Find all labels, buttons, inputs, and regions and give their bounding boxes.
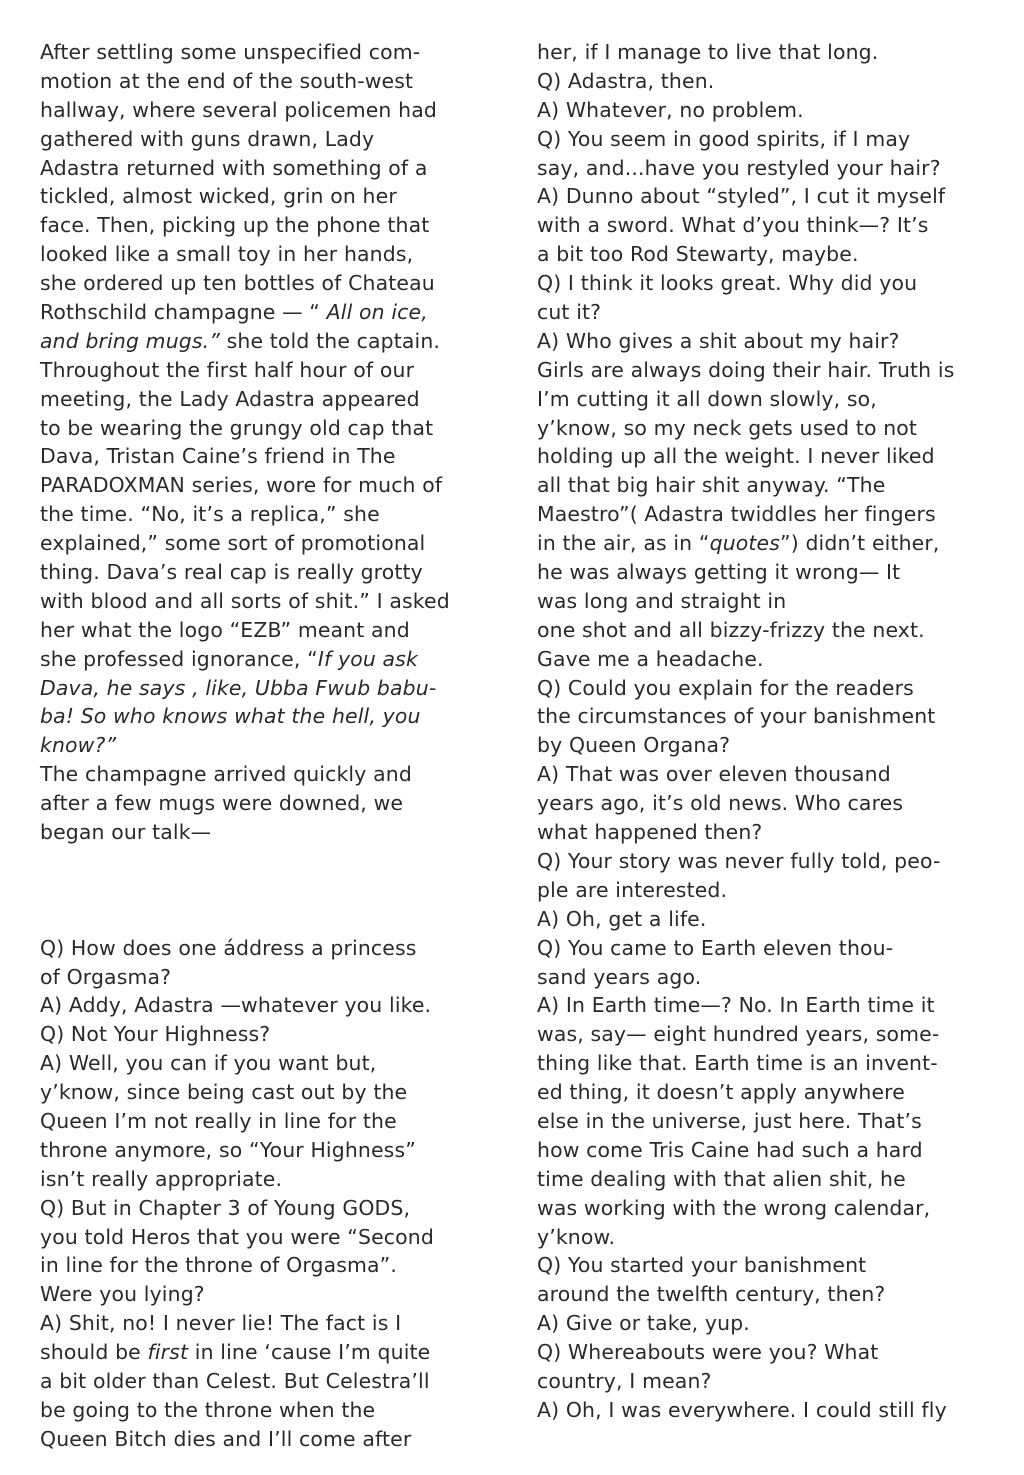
left-column	[40, 38, 518, 1454]
qa-line: A) Whatever, no problem.	[537, 97, 804, 122]
qa-line: throne anymore, so “Your Highness”	[40, 1137, 416, 1162]
qa-line: y’know.	[537, 1224, 616, 1249]
qa-line: Q) You started your banishment	[537, 1253, 867, 1278]
qa-line: Q) Could you explain for the readers	[537, 675, 914, 700]
qa-line: cut it?	[537, 300, 602, 325]
text-line: Throughout the first half hour of our	[40, 357, 415, 382]
text-line	[40, 731, 518, 760]
qa-line: Were you lying?	[40, 1282, 205, 1307]
qa-line: y’know, since being cast out by the	[40, 1080, 408, 1105]
qa-line: Q) But in Chapter 3 of Young GODS,	[40, 1195, 411, 1220]
qa-line: ple are interested.	[537, 877, 728, 902]
text-line: she ordered up ten bottles of Chateau	[40, 271, 435, 296]
qa-line: isn’t really appropriate.	[40, 1166, 283, 1191]
qa-line: in line for the throne of Orgasma”.	[40, 1253, 398, 1278]
qa-line: A) Well, you can if you want but,	[40, 1051, 377, 1076]
text-line	[40, 298, 518, 327]
qa-line: Q) Whereabouts were you? What	[537, 1340, 879, 1365]
qa-line: y’know, so my neck gets used to not	[537, 415, 918, 440]
text-line: hallway, where several policemen had	[40, 97, 437, 122]
text-line: her what the logo “EZB” meant and	[40, 617, 410, 642]
text-line: with blood and all sorts of shit.” I asked	[40, 588, 450, 613]
italic-emphasis: first	[147, 1340, 189, 1365]
qa-line: how come Tris Caine had such a hard	[537, 1137, 923, 1162]
qa-line: of Orgasma?	[40, 964, 172, 989]
italic-quote: If you ask	[317, 646, 418, 671]
text-line	[40, 674, 518, 703]
qa-line: around the twelfth century, then?	[537, 1282, 886, 1307]
qa-line: A) Dunno about “styled”, I cut it myself	[537, 184, 946, 209]
text-segment: ”) didn’t either,	[780, 531, 940, 556]
italic-quote: ba! So who knows what the hell, you	[40, 704, 421, 729]
qa-line: the circumstances of your banishment	[537, 704, 936, 729]
qa-line: Q) Not Your Highness?	[40, 1022, 271, 1047]
qa-line: A) Who gives a shit about my hair?	[537, 328, 900, 353]
qa-line	[40, 1338, 518, 1367]
qa-line: you told Heros that you were “Second	[40, 1224, 434, 1249]
qa-line: Girls are always doing their hair. Truth is	[537, 357, 955, 382]
text-segment: Rothschild champagne — “	[40, 300, 327, 325]
text-line: to be wearing the grungy old cap that	[40, 415, 434, 440]
text-line: The champagne arrived quickly and	[40, 762, 412, 787]
qa-line: A) In Earth time—? No. In Earth time it	[537, 993, 935, 1018]
intro-paragraph	[40, 38, 518, 847]
qa-line: holding up all the weight. I never liked	[537, 444, 935, 469]
text-line: motion at the end of the south-west	[40, 68, 414, 93]
qa-line: a bit too Rod Stewarty, maybe.	[537, 242, 859, 267]
text-line: thing. Dava’s real cap is really grotty	[40, 560, 423, 585]
qa-line: Queen I’m not really in line for the	[40, 1108, 397, 1133]
text-line: After settling some unspecified com-	[40, 40, 421, 64]
qa-line: Q) You came to Earth eleven thou-	[537, 935, 894, 960]
qa-line: A) That was over eleven thousand	[537, 762, 891, 787]
qa-line: be going to the throne when the	[40, 1397, 376, 1422]
text-line: face. Then, picking up the phone that	[40, 213, 430, 238]
qa-line: say, and...have you restyled your hair?	[537, 155, 941, 180]
text-line: tickled, almost wicked, grin on her	[40, 184, 397, 209]
qa-line: Q) I think it looks great. Why did you	[537, 271, 918, 296]
text-line: explained,” some sort of promotional	[40, 531, 426, 556]
qa-line: Gave me a headache.	[537, 646, 764, 671]
text-segment: she told the captain.	[219, 328, 441, 353]
text-segment: should be	[40, 1340, 148, 1365]
text-line: the time. “No, it’s a replica,” she	[40, 502, 380, 527]
qa-line: A) Oh, get a life.	[537, 906, 707, 931]
text-segment: she professed ignorance, “	[40, 646, 318, 671]
qa-line: one shot and all bizzy-frizzy the next.	[537, 617, 925, 642]
text-segment: in the air, as in “	[537, 531, 710, 556]
qa-line: her, if I manage to live that long.	[537, 40, 879, 64]
qa-line: ed thing, it doesn’t apply anywhere	[537, 1080, 905, 1105]
text-line: meeting, the Lady Adastra appeared	[40, 386, 420, 411]
text-line	[40, 702, 518, 731]
interview-qa	[40, 934, 518, 1454]
text-line: gathered with guns drawn, Lady	[40, 126, 375, 151]
qa-line: I’m cutting it all down slowly, so,	[537, 386, 877, 411]
qa-line: what happened then?	[537, 820, 763, 845]
qa-line: Maestro”( Adastra twiddles her fingers	[537, 502, 936, 527]
qa-line: was working with the wrong calendar,	[537, 1195, 931, 1220]
text-line: PARADOXMAN series, wore for much of	[40, 473, 443, 498]
qa-line: he was always getting it wrong— It	[537, 560, 901, 585]
qa-line: A) Oh, I was everywhere. I could still fly	[537, 1397, 947, 1422]
qa-line: time dealing with that alien shit, he	[537, 1166, 906, 1191]
text-segment: in line ‘cause I’m quite	[188, 1340, 431, 1365]
italic-quote: Dava, he says , like, Ubba Fwub babu-	[40, 675, 437, 700]
text-line	[40, 327, 518, 356]
qa-line	[537, 529, 1015, 558]
text-line: Adastra returned with something of a	[40, 155, 428, 180]
text-line: Dava, Tristan Caine’s friend in The	[40, 444, 396, 469]
italic-quote: All on ice,	[326, 300, 428, 325]
qa-line: years ago, it’s old news. Who cares	[537, 791, 904, 816]
qa-line: Q) How does one áddress a princess	[40, 935, 417, 960]
text-line	[40, 645, 518, 674]
right-column	[537, 38, 1015, 1425]
qa-line: A) Shit, no! I never lie! The fact is I	[40, 1311, 402, 1336]
qa-line: A) Give or take, yup.	[537, 1311, 750, 1336]
text-line: after a few mugs were downed, we	[40, 791, 404, 816]
qa-line: Q) You seem in good spirits, if I may	[537, 126, 911, 151]
qa-line: by Queen Organa?	[537, 733, 731, 758]
italic-emphasis: quotes	[709, 531, 781, 556]
text-line: began our talk—	[40, 820, 212, 845]
section-spacer	[40, 847, 518, 934]
qa-line: was, say— eight hundred years, some-	[537, 1022, 940, 1047]
qa-line: else in the universe, just here. That’s	[537, 1108, 922, 1133]
qa-line: thing like that. Earth time is an invent-	[537, 1051, 938, 1076]
qa-line: country, I mean?	[537, 1368, 712, 1393]
italic-quote: know?”	[40, 733, 117, 758]
text-line: looked like a small toy in her hands,	[40, 242, 414, 267]
qa-line: a bit older than Celest. But Celestra’ll	[40, 1368, 430, 1393]
qa-line: all that big hair shit anyway. “The	[537, 473, 886, 498]
qa-line: Queen Bitch dies and I’ll come after	[40, 1426, 412, 1451]
qa-line: with a sword. What d’you think—? It’s	[537, 213, 929, 238]
qa-line: A) Addy, Adastra —whatever you like.	[40, 993, 432, 1018]
qa-line: was long and straight in	[537, 588, 787, 613]
qa-line: sand years ago.	[537, 964, 702, 989]
qa-line: Q) Adastra, then.	[537, 68, 715, 93]
italic-quote: and bring mugs.”	[40, 328, 220, 353]
qa-line: Q) Your story was never fully told, peo-	[537, 848, 941, 873]
